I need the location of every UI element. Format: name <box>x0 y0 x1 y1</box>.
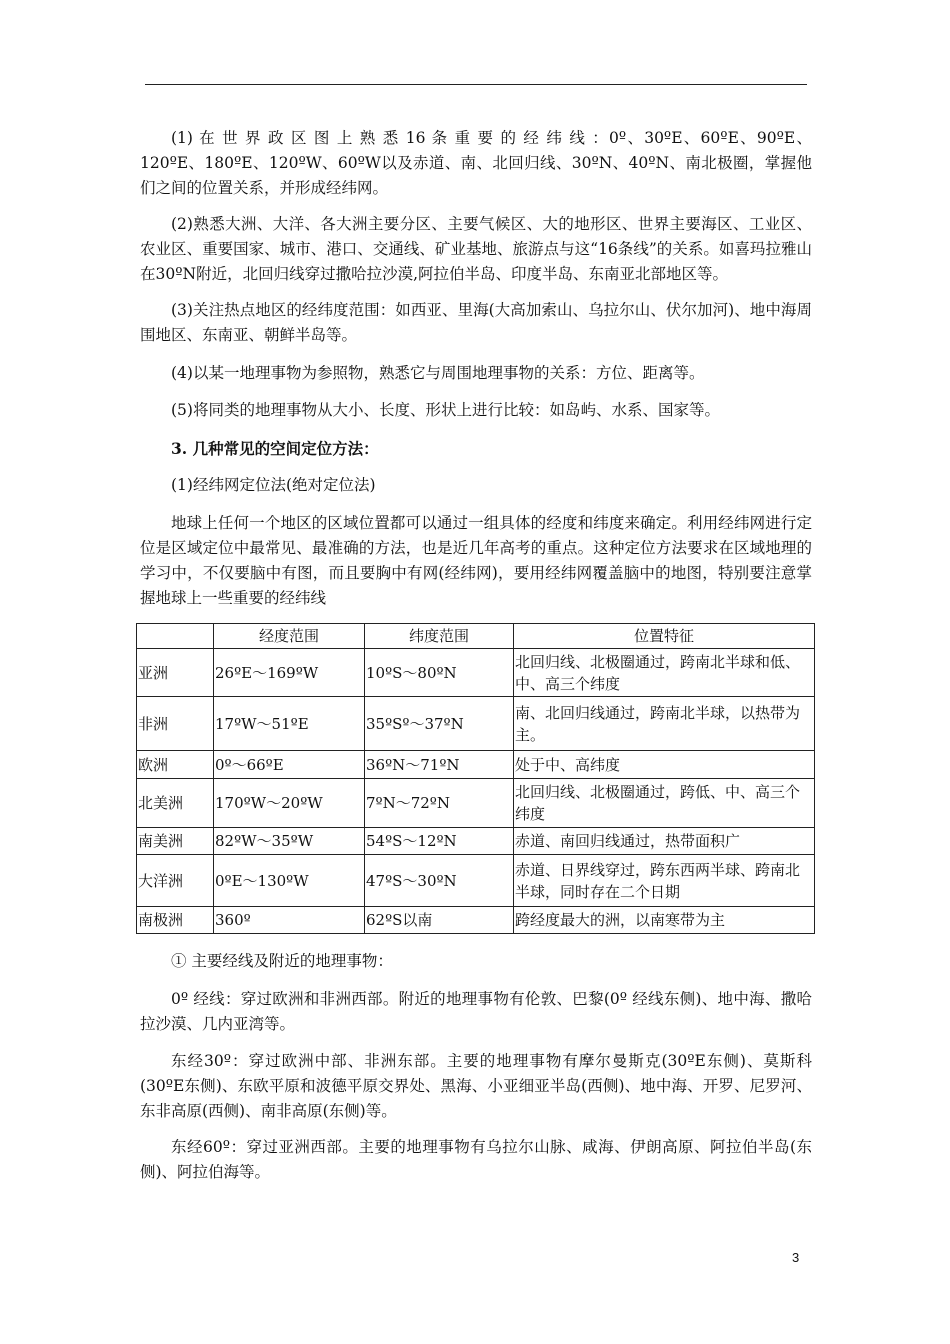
feature-cell: 南、北回归线通过，跨南北半球，以热带为主。 <box>514 697 815 751</box>
table-row <box>137 649 815 697</box>
header-cell: 纬度范围 <box>365 624 514 649</box>
longitude-cell: 26ºE～169ºW <box>214 649 365 697</box>
table-row <box>137 855 815 907</box>
continent-cell: 欧洲 <box>137 751 214 779</box>
paragraph-5: (5)将同类的地理事物从大小、长度、形状上进行比较：如岛屿、水系、国家等。 <box>171 401 720 419</box>
continent-cell: 北美洲 <box>137 779 214 828</box>
header-rule <box>145 84 807 85</box>
longitude-cell: 17ºW～51ºE <box>214 697 365 751</box>
paragraph-3: (3)关注热点地区的经纬度范围：如西亚、里海(大高加索山、乌拉尔山、伏尔加河)、地中海周围地区、东南亚、朝鲜半岛等。 <box>140 301 812 344</box>
paragraph-1: (1) 在 世 界 政 区 图 上 熟 悉 16 条 重 要 的 经 纬 线 ：0º、30ºE、60ºE、90ºE、120ºE、180ºE、120ºW、60ºW以及赤道、南、北回归线、30ºN、40ºN、南北极圈，掌握他们之间的位置关系，并形成经纬网。 <box>140 129 812 197</box>
table-row <box>137 828 815 855</box>
paragraph-6: (1)经纬网定位法(绝对定位法) <box>171 476 376 494</box>
longitude-cell: 0ºE～130ºW <box>214 855 365 907</box>
latitude-cell: 47ºS～30ºN <box>365 855 514 907</box>
continent-cell: 南极洲 <box>137 907 214 934</box>
paragraph-10: 东经30º：穿过欧洲中部、非洲东部。主要的地理事物有摩尔曼斯克(30ºE东侧)、莫斯科(30ºE东侧)、东欧平原和波德平原交界处、黑海、小亚细亚半岛(西侧)、地中海、开罗、尼罗河、东非高原(西侧)、南非高原(东侧)等。 <box>140 1052 812 1120</box>
continent-table <box>136 623 815 934</box>
feature-cell: 北回归线、北极圈通过，跨低、中、高三个纬度 <box>514 779 815 828</box>
continent-cell: 非洲 <box>137 697 214 751</box>
feature-cell: 跨经度最大的洲，以南寒带为主 <box>514 907 815 934</box>
longitude-cell: 0º～66ºE <box>214 751 365 779</box>
continent-cell: 大洋洲 <box>137 855 214 907</box>
paragraph-2: (2)熟悉大洲、大洋、各大洲主要分区、主要气候区、大的地形区、世界主要海区、工业区、农业区、重要国家、城市、港口、交通线、矿业基地、旅游点与这“16条线”的关系。如喜玛拉雅山在30ºN附近，北回归线穿过撒哈拉沙漠,阿拉伯半岛、印度半岛、东南亚北部地区等。 <box>140 215 812 283</box>
table-row <box>137 697 815 751</box>
longitude-cell: 170ºW～20ºW <box>214 779 365 828</box>
feature-cell: 赤道、日界线穿过，跨东西两半球、跨南北半球，同时存在二个日期 <box>514 855 815 907</box>
latitude-cell: 54ºS～12ºN <box>365 828 514 855</box>
longitude-cell: 82ºW～35ºW <box>214 828 365 855</box>
feature-cell: 处于中、高纬度 <box>514 751 815 779</box>
continent-cell: 南美洲 <box>137 828 214 855</box>
table-header-row <box>137 624 815 649</box>
table-row <box>137 907 815 934</box>
latitude-cell: 36ºN～71ºN <box>365 751 514 779</box>
table-row <box>137 751 815 779</box>
latitude-cell: 35ºSº～37ºN <box>365 697 514 751</box>
paragraph-11: 东经60º：穿过亚洲西部。主要的地理事物有乌拉尔山脉、咸海、伊朗高原、阿拉伯半岛(东侧)、阿拉伯海等。 <box>140 1138 812 1181</box>
paragraph-7: 地球上任何一个地区的区域位置都可以通过一组具体的经度和纬度来确定。利用经纬网进行定位是区域定位中最常见、最准确的方法，也是近几年高考的重点。这种定位方法要求在区域地理的学习中，不仅要脑中有图，而且要胸中有网(经纬网)，要用经纬网覆盖脑中的地图，特别要注意掌握地球上一些重要的经纬线 <box>140 514 812 607</box>
feature-cell: 北回归线、北极圈通过，跨南北半球和低、中、高三个纬度 <box>514 649 815 697</box>
latitude-cell: 7ºN～72ºN <box>365 779 514 828</box>
longitude-cell: 360º <box>214 907 365 934</box>
latitude-cell: 10ºS～80ºN <box>365 649 514 697</box>
paragraph-9: 0º 经线：穿过欧洲和非洲西部。附近的地理事物有伦敦、巴黎(0º 经线东侧)、地中海、撒哈拉沙漠、几内亚湾等。 <box>140 990 812 1033</box>
header-cell <box>137 624 214 649</box>
feature-cell: 赤道、南回归线通过，热带面积广 <box>514 828 815 855</box>
paragraph-4: (4)以某一地理事物为参照物，熟悉它与周围地理事物的关系：方位、距离等。 <box>171 364 705 382</box>
header-cell: 位置特征 <box>514 624 815 649</box>
table-row <box>137 779 815 828</box>
header-cell: 经度范围 <box>214 624 365 649</box>
continent-cell: 亚洲 <box>137 649 214 697</box>
paragraph-8: ① 主要经线及附近的地理事物： <box>171 952 393 970</box>
section-heading: 3. 几种常见的空间定位方法： <box>171 439 379 458</box>
latitude-cell: 62ºS以南 <box>365 907 514 934</box>
page-number: 3 <box>792 1250 800 1265</box>
